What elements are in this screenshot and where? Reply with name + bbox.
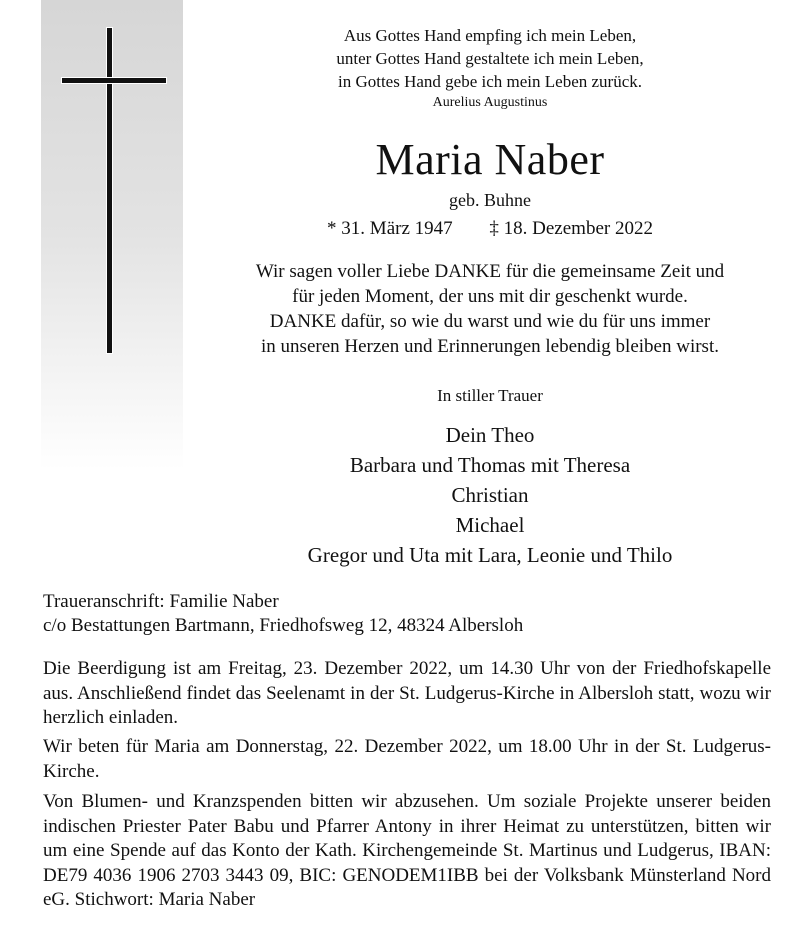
cross-horizontal-bar xyxy=(62,78,166,83)
birth-date: * 31. März 1947 xyxy=(327,218,453,239)
quote-line: unter Gottes Hand gestaltete ich mein Leben, xyxy=(336,49,644,68)
family-member: Gregor und Uta mit Lara, Leonie und Thilo xyxy=(307,543,673,567)
family-member: Michael xyxy=(455,513,525,537)
quote-line: in Gottes Hand gebe ich mein Leben zurück. xyxy=(337,72,642,91)
thanks-line: in unseren Herzen und Erinnerungen lebendig bleiben wirst. xyxy=(261,336,719,357)
family-member: Christian xyxy=(451,483,529,507)
mourning-intro: In stiller Trauer xyxy=(437,386,543,405)
family-member: Barbara und Thomas mit Theresa xyxy=(349,453,631,477)
cross-icon xyxy=(62,28,166,353)
address-line: c/o Bestattungen Bartmann, Friedhofsweg 12, 48324 Albersloh xyxy=(43,615,524,636)
quote-line: Aus Gottes Hand empfing ich mein Leben, xyxy=(343,26,637,45)
family-member: Dein Theo xyxy=(445,423,535,447)
quote-author: Aurelius Augustinus xyxy=(432,95,548,110)
thanks-line: Wir sagen voller Liebe DANKE für die gemeinsame Zeit und xyxy=(255,261,725,282)
thanks-text xyxy=(200,259,780,359)
death-date: ‡ 18. Dezember 2022 xyxy=(489,218,653,239)
thanks-line: für jeden Moment, der uns mit dir geschenkt wurde. xyxy=(292,286,688,307)
address-line: Traueranschrift: Familie Naber xyxy=(43,591,279,612)
family-list xyxy=(200,420,780,570)
epigraph-quote xyxy=(200,24,780,113)
funeral-info: Die Beerdigung ist am Freitag, 23. Dezember 2022, um 14.30 Uhr von der Friedhofskapelle aus. Anschließend findet das Seelenamt in der St. Ludgerus-Kirche in Albersloh statt, wozu wir herzlich einladen. xyxy=(43,658,771,728)
mourning-address xyxy=(43,590,773,638)
maiden-name: geb. Buhne xyxy=(449,190,531,210)
life-dates xyxy=(200,216,780,242)
cross-vertical-bar xyxy=(107,28,112,353)
donation-info: Von Blumen- und Kranzspenden bitten wir abzusehen. Um soziale Projekte unserer beiden indischen Priester Pater Babu und Pfarrer Antony in ihrer Heimat zu unterstützen, bitten wir um eine Spende auf das Konto der Kath. Kirchengemeinde St. Martinus und Ludgerus, IBAN: DE79 4036 1906 2703 3443 09, BIC: GENODEM1IBB bei der Volksbank Münsterland Nord eG. Stichwort: Maria Naber xyxy=(43,791,771,910)
deceased-name: Maria Naber xyxy=(375,135,605,184)
prayer-info: Wir beten für Maria am Donnerstag, 22. Dezember 2022, um 18.00 Uhr in der St. Ludgerus-Kirche. xyxy=(43,736,771,782)
thanks-line: DANKE dafür, so wie du warst und wie du für uns immer xyxy=(269,311,711,332)
